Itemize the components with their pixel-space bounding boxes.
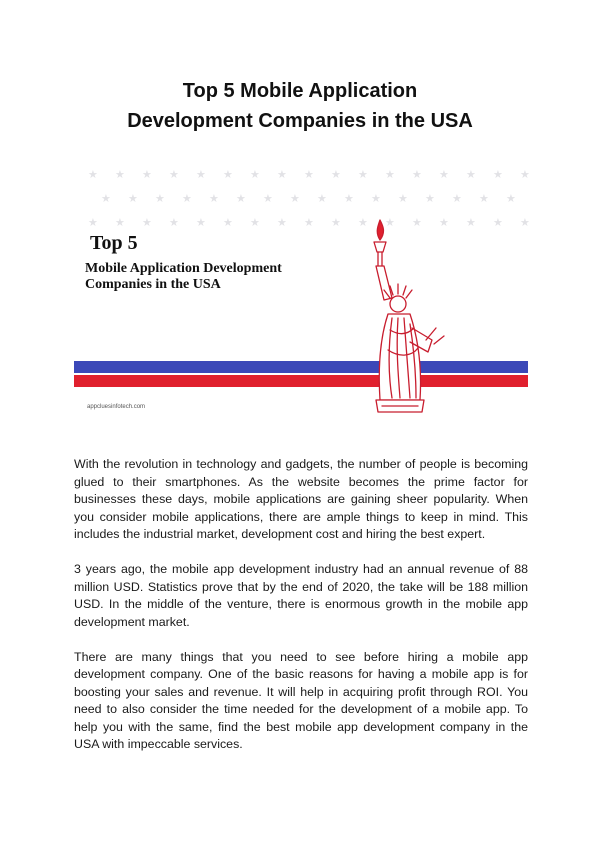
star-icon: ★ <box>209 192 219 205</box>
star-icon: ★ <box>169 216 179 229</box>
star-icon: ★ <box>142 216 152 229</box>
star-icon: ★ <box>196 216 206 229</box>
star-icon: ★ <box>236 192 246 205</box>
star-icon: ★ <box>371 192 381 205</box>
banner-graphic <box>74 168 528 424</box>
star-icon: ★ <box>493 216 503 229</box>
star-icon: ★ <box>439 216 449 229</box>
star-icon: ★ <box>182 192 192 205</box>
star-icon: ★ <box>169 168 179 181</box>
star-icon: ★ <box>425 192 435 205</box>
page-title <box>0 76 600 136</box>
star-icon: ★ <box>88 168 98 181</box>
banner-image <box>74 168 528 424</box>
star-icon: ★ <box>277 168 287 181</box>
star-icon: ★ <box>344 192 354 205</box>
paragraph: 3 years ago, the mobile app development industry had an annual revenue of 88 million USD. Statistics prove that by the end of 2020, the take will be 188 million USD. In the middle of the venture, there is enormous growth in the mobile app development market. <box>74 562 528 629</box>
star-icon: ★ <box>358 168 368 181</box>
star-icon: ★ <box>412 216 422 229</box>
star-icon: ★ <box>115 216 125 229</box>
star-pattern <box>88 168 530 229</box>
star-icon: ★ <box>317 192 327 205</box>
article-body <box>74 456 528 771</box>
star-icon: ★ <box>223 216 233 229</box>
banner-subheading-line-2: Companies in the USA <box>85 277 221 292</box>
star-icon: ★ <box>250 216 260 229</box>
paragraph: There are many things that you need to see before hiring a mobile app development company. One of the basic reasons for having a mobile app is for boosting your sales and revenue. It will help in acquiring profit through ROI. You need to also consider the time needed for the development of a mobile app. To help you with the same, find the best mobile app development company in the USA with impeccable services. <box>74 649 528 751</box>
star-icon: ★ <box>439 168 449 181</box>
star-icon: ★ <box>304 216 314 229</box>
page-title-line-2: Development Companies in the USA <box>127 110 473 132</box>
star-icon: ★ <box>128 192 138 205</box>
star-icon: ★ <box>466 216 476 229</box>
star-icon: ★ <box>385 168 395 181</box>
star-icon: ★ <box>115 168 125 181</box>
star-icon: ★ <box>290 192 300 205</box>
star-icon: ★ <box>331 168 341 181</box>
banner-subheading <box>85 261 345 293</box>
star-icon: ★ <box>250 168 260 181</box>
star-icon: ★ <box>506 192 516 205</box>
star-icon: ★ <box>142 168 152 181</box>
star-icon: ★ <box>520 168 530 181</box>
star-icon: ★ <box>385 216 395 229</box>
star-icon: ★ <box>358 216 368 229</box>
star-icon: ★ <box>304 168 314 181</box>
flag-stripe-white <box>74 373 528 375</box>
banner-subheading-line-1: Mobile Application Development <box>85 261 282 276</box>
star-icon: ★ <box>263 192 273 205</box>
star-icon: ★ <box>520 216 530 229</box>
flag-stripe-red <box>74 375 528 387</box>
page-title-line-1: Top 5 Mobile Application <box>182 80 418 102</box>
banner-heading: Top 5 <box>90 232 138 254</box>
star-icon: ★ <box>493 168 503 181</box>
star-icon: ★ <box>466 168 476 181</box>
banner-website: appclues​infotech.com <box>87 404 146 410</box>
star-icon: ★ <box>479 192 489 205</box>
star-icon: ★ <box>155 192 165 205</box>
flag-stripe-blue <box>74 361 528 373</box>
paragraph: With the revolution in technology and gadgets, the number of people is becoming glued to their smartphones. As the website becomes the prime factor for businesses these days, mobile applications are gaining sheer popularity. When you consider mobile applications, there are ample things to keep in mind. This includes the industrial market, development cost and hiring the best expert. <box>74 457 528 541</box>
star-icon: ★ <box>277 216 287 229</box>
star-icon: ★ <box>223 168 233 181</box>
star-icon: ★ <box>101 192 111 205</box>
star-icon: ★ <box>398 192 408 205</box>
star-icon: ★ <box>452 192 462 205</box>
star-icon: ★ <box>412 168 422 181</box>
star-icon: ★ <box>331 216 341 229</box>
star-icon: ★ <box>196 168 206 181</box>
star-icon: ★ <box>88 216 98 229</box>
